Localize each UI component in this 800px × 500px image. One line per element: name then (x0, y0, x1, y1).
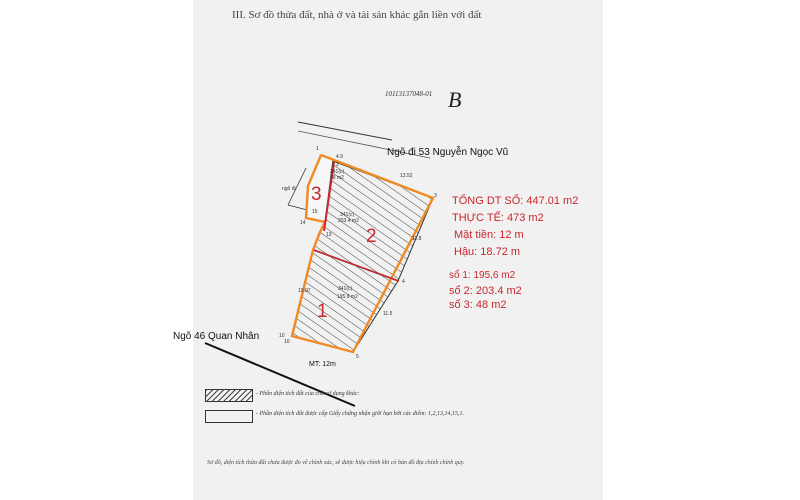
book-1: sổ 1: 195,6 m2 (449, 270, 516, 281)
north-mark: B (448, 87, 462, 112)
legend-hatched-swatch (205, 389, 253, 402)
book-3: sổ 3: 48 m2 (449, 299, 507, 311)
plot3-area: 48 m2 (330, 175, 344, 181)
back-info: Hậu: 18.72 m (454, 246, 521, 258)
sheet-code: 10113137048-01 (385, 90, 433, 98)
vertex-label: 1 (316, 146, 319, 152)
footnote: Sơ đồ, diện tích thửa đất chưa được đo vẽ chính xác, sẽ được hiệu chỉnh khi có bản đồ địa chính chính quy. (207, 460, 465, 466)
side-alley-label: ngõ đi (282, 186, 296, 192)
plot-label-3: 3 (311, 184, 322, 205)
legend-plain-text: - Phần diện tích đất được cấp Giấy chứng nhận giới hạn bởi các điểm: 1,2,13,14,15,1. (256, 411, 464, 417)
vertex-label: 4 (402, 279, 405, 285)
vertex-label: 5 (356, 354, 359, 360)
dim-top: 13.52 (400, 173, 413, 179)
dim-bottom-left: 10 (284, 339, 290, 345)
plot2-area: 203.4 m2 (338, 218, 359, 224)
road-label-left: Ngõ 46 Quan Nhân (173, 331, 260, 342)
frontage-label: MT: 12m (309, 361, 336, 368)
actual-area: THỰC TẾ: 473 m2 (452, 212, 544, 224)
dim-right-lower: 11.5 (383, 311, 393, 317)
plot-label-1: 1 (317, 301, 328, 322)
legend-plain-swatch (205, 410, 253, 423)
vertex-label: 2 (336, 162, 339, 168)
dim-right-upper: 11.8 (412, 236, 422, 242)
plot3-id: 341(c) (330, 169, 345, 175)
frontage-info: Mặt tiền: 12 m (454, 229, 524, 241)
plot-label-2: 2 (366, 226, 377, 247)
document-title: III. Sơ đồ thửa đất, nhà ở và tài sản khác gắn liền với đất (232, 9, 482, 21)
book-2: sổ 2: 203.4 m2 (449, 285, 522, 297)
dim-top-left: 4.9 (336, 154, 343, 160)
vertex-label: 10 (279, 333, 285, 339)
vertex-label: 14 (300, 220, 306, 226)
vertex-label: 13 (326, 232, 332, 238)
total-area: TỔNG DT SỔ: 447.01 m2 (452, 195, 579, 207)
legend-hatched-text: - Phần diện tích đất của chủ sử dụng khác: (256, 391, 360, 397)
plot2-id: 341(c) (340, 212, 355, 218)
plot1-area: 195.6 m2 (337, 294, 358, 300)
vertex-label: 15 (312, 209, 318, 215)
road-line-top (298, 122, 392, 140)
road-label-top: Ngõ đi 53 Nguyễn Ngọc Vũ (387, 147, 509, 158)
plot1-id: 341(c) (338, 286, 353, 292)
vertex-label: 3 (434, 193, 437, 199)
dim-left-side: 10.97 (298, 288, 311, 294)
